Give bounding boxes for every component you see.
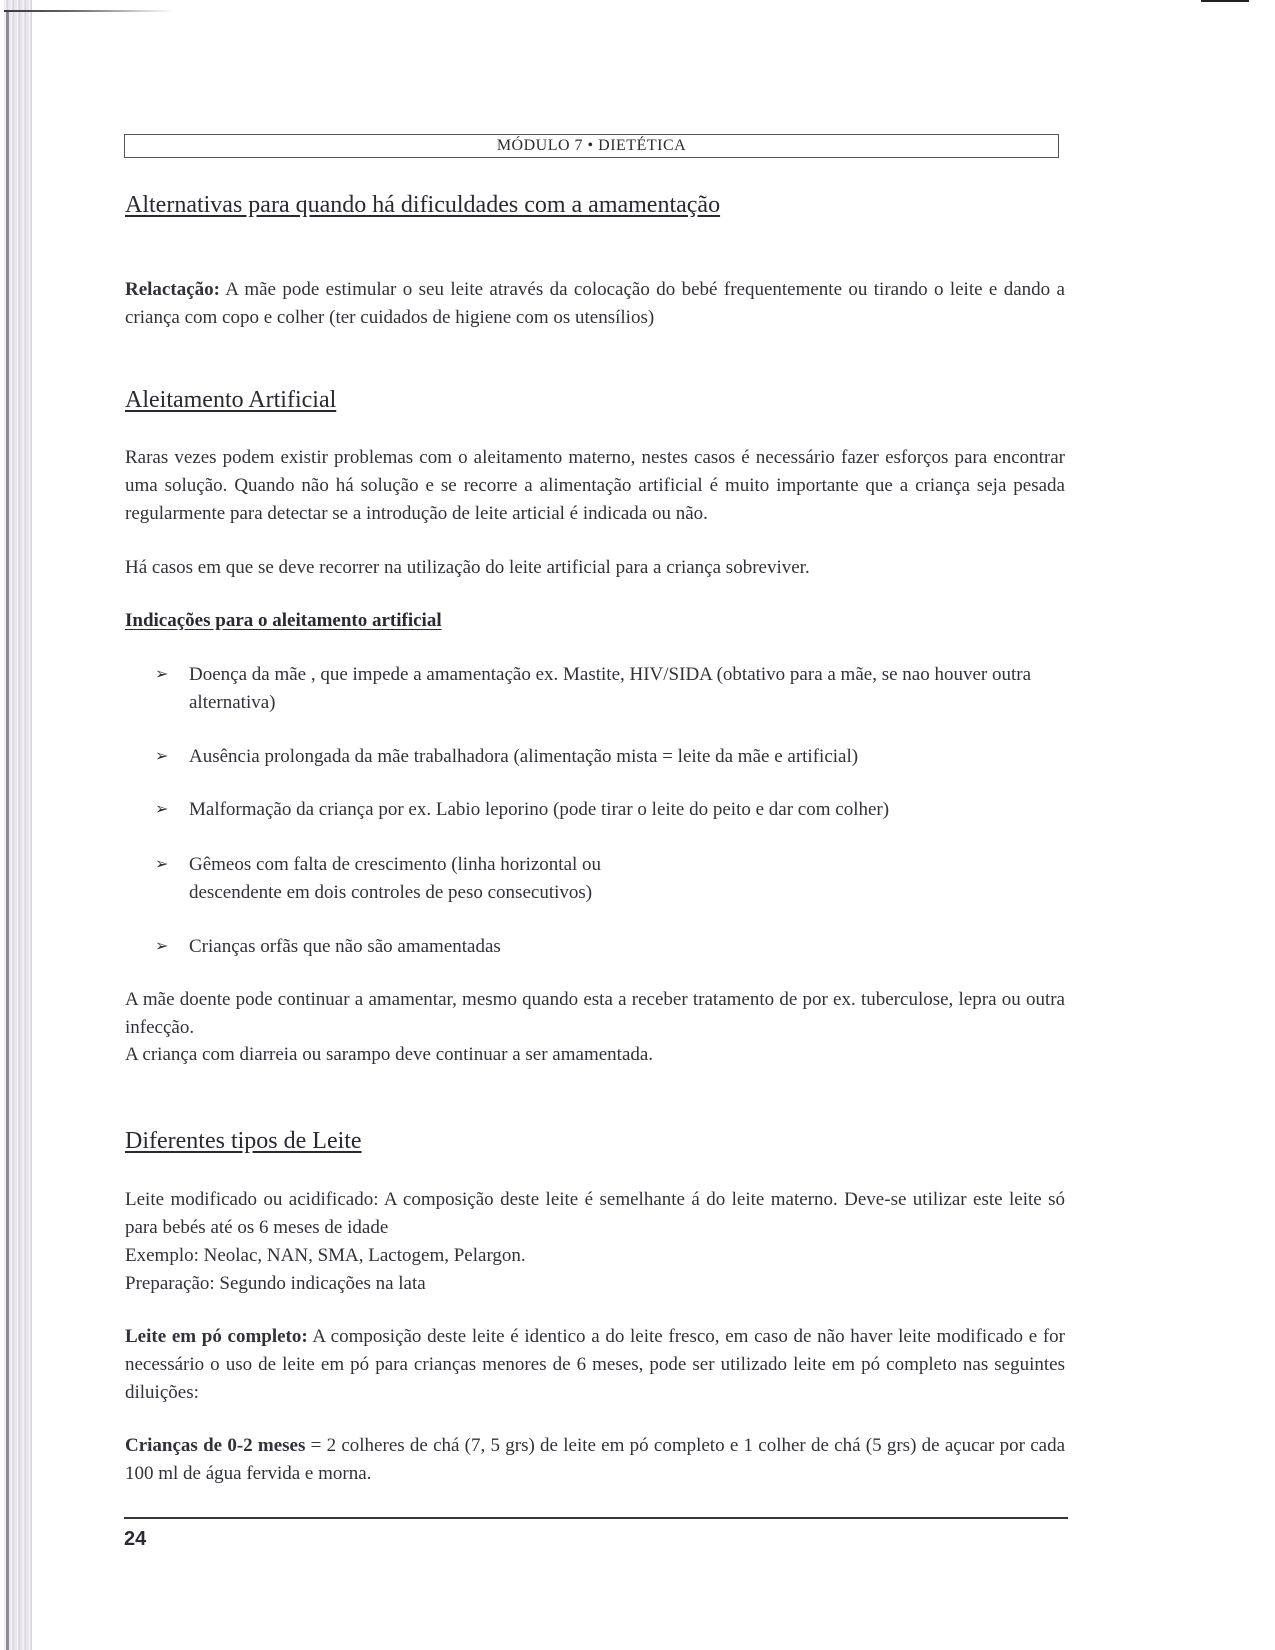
page-number: 24 — [124, 1528, 147, 1550]
aleitamento-paragraph-2: Há casos em que se deve recorrer na utilização do leite artificial para a criança sobreviver. — [125, 557, 810, 578]
arrow-bullet-icon: ➢ — [155, 938, 169, 955]
leite-po-label: Leite em pó completo: — [125, 1326, 308, 1347]
indication-item — [155, 796, 1065, 824]
relactacao-label: Relactação: — [125, 279, 220, 300]
indication-text: Malformação da criança por ex. Labio leporino (pode tirar o leite do peito e dar com colher) — [189, 799, 890, 820]
section-title-indicacoes: Indicações para o aleitamento artificial — [125, 610, 442, 631]
criancas-paragraph — [125, 1432, 1065, 1488]
indication-item — [155, 743, 1065, 771]
section-title-alternativas: Alternativas para quando há dificuldades com a amamentação — [125, 192, 721, 218]
indication-text: Crianças orfãs que não são amamentadas — [189, 936, 501, 957]
relactacao-paragraph — [125, 276, 1065, 332]
leite-po-text: A composição deste leite é identico a do leite fresco, em caso de não haver leite modificado e for necessário o uso de leite em pó para crianças menores de 6 meses, pode ser utilizado leite em pó completo nas seguintes diluições: — [125, 1326, 1065, 1403]
module-title: MÓDULO 7 • DIETÉTICA — [496, 137, 687, 154]
criancas-label: Crianças de 0-2 meses — [125, 1435, 306, 1456]
module-header — [124, 134, 1059, 158]
arrow-bullet-icon: ➢ — [155, 856, 169, 873]
section-title-tipos-leite: Diferentes tipos de Leite — [125, 1128, 362, 1154]
preparacao-line: Preparação: Segundo indicações na lata — [125, 1273, 426, 1294]
indication-item — [155, 851, 1065, 907]
arrow-bullet-icon: ➢ — [155, 748, 169, 765]
indication-text: Doença da mãe , que impede a amamentação ex. Mastite, HIV/SIDA (obtativo para a mãe, se nao houver outra alternativa) — [189, 664, 1032, 713]
scan-top-edge — [4, 10, 174, 12]
section-title-aleitamento: Aleitamento Artificial — [125, 387, 337, 413]
indication-text — [189, 851, 601, 907]
arrow-bullet-icon: ➢ — [155, 801, 169, 818]
indication-text-line-2: descendente em dois controles de peso consecutivos) — [189, 882, 593, 903]
indication-text: Ausência prolongada da mãe trabalhadora (alimentação mista = leite da mãe e artificial) — [189, 746, 859, 767]
relactacao-text: A mãe pode estimular o seu leite através da colocação do bebé frequentemente ou tirando o leite e dando a criança com copo e colher (ter cuidados de higiene com os utensílios) — [125, 279, 1065, 328]
footer-divider — [124, 1517, 1068, 1519]
indication-item — [155, 933, 1065, 961]
arrow-bullet-icon: ➢ — [155, 666, 169, 683]
indication-item — [155, 661, 1065, 717]
leite-modificado-paragraph: Leite modificado ou acidificado: A composição deste leite é semelhante á do leite materno. Deve-se utilizar este leite só para bebés até os 6 meses de idade — [125, 1189, 1065, 1238]
indication-text-line-1: Gêmeos com falta de crescimento (linha horizontal ou — [189, 854, 602, 875]
note-paragraph-1: A mãe doente pode continuar a amamentar, mesmo quando esta a receber tratamento de por ex. tuberculose, lepra ou outra infecção. — [125, 989, 1065, 1038]
exemplo-line: Exemplo: Neolac, NAN, SMA, Lactogem, Pelargon. — [125, 1245, 526, 1266]
leite-po-paragraph — [125, 1323, 1065, 1407]
criancas-text: = 2 colheres de chá (7, 5 grs) de leite em pó completo e 1 colher de chá (5 grs) de açucar por cada 100 ml de água fervida e morna. — [125, 1435, 1065, 1484]
scan-margin-mark — [1201, 0, 1249, 2]
aleitamento-paragraph-1: Raras vezes podem existir problemas com o aleitamento materno, nestes casos é necessário fazer esforços para encontrar uma solução. Quando não há solução e se recorre a alimentação artificial é muito importante que a criança seja pesada regularmente para detectar se a introdução de leite articial é indicada ou não. — [125, 447, 1065, 524]
scan-binding-shadow — [6, 10, 9, 1650]
note-paragraph-2: A criança com diarreia ou sarampo deve continuar a ser amamentada. — [125, 1044, 654, 1065]
